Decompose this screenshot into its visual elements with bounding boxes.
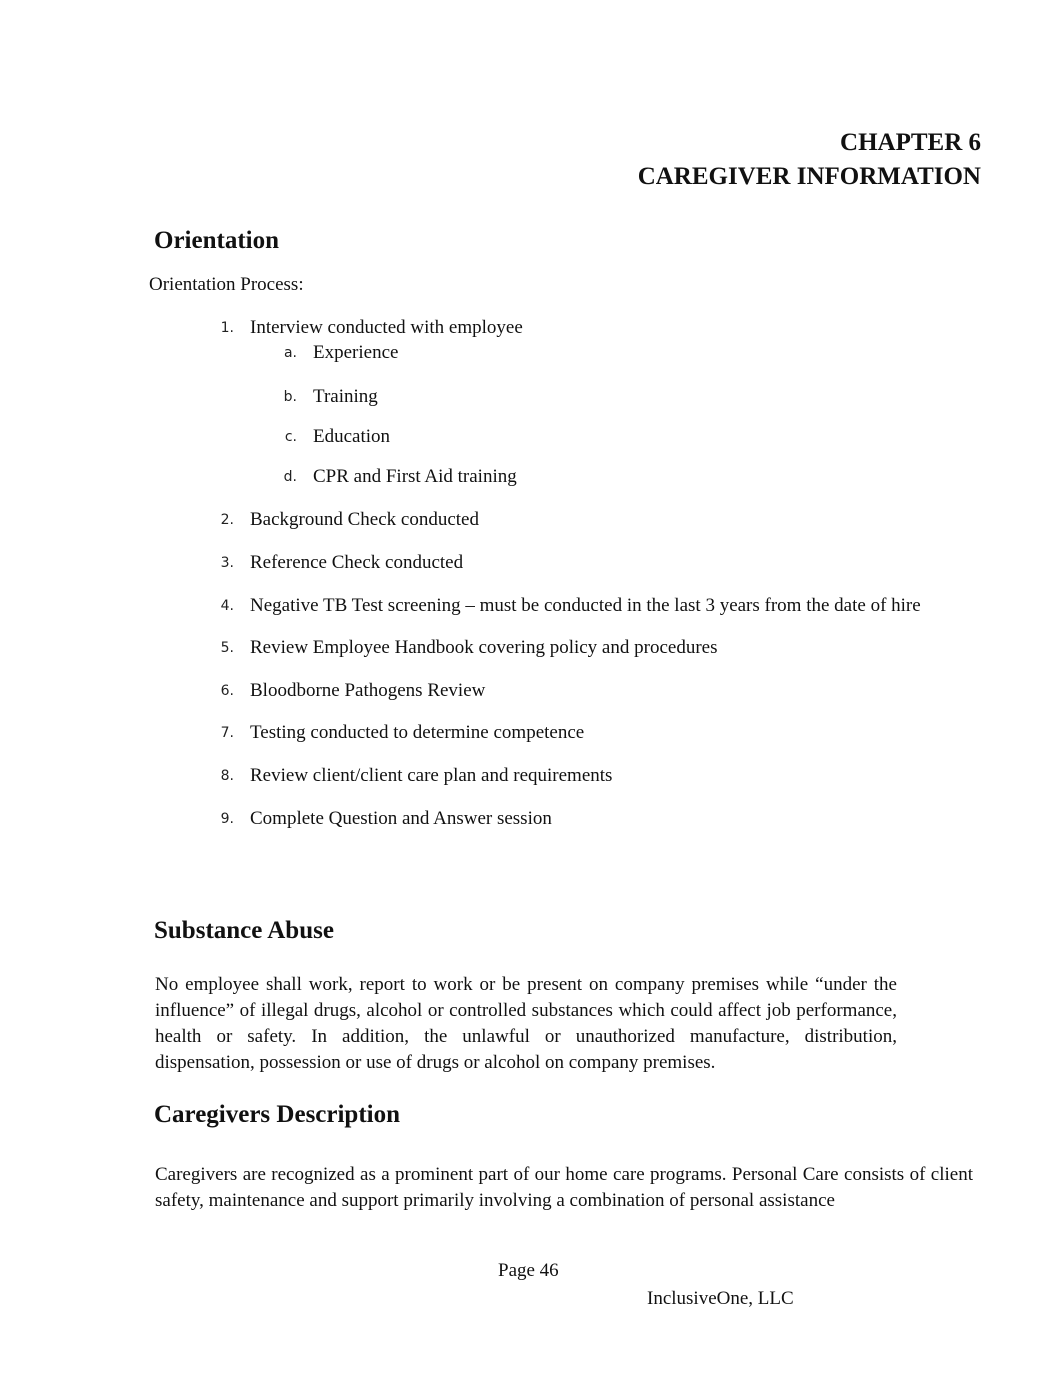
page-number: Page 46 — [498, 1260, 559, 1281]
list-item — [220, 764, 613, 788]
chapter-header — [638, 126, 981, 194]
list-item-text: Negative TB Test screening – must be conducted in the last 3 years from the date of hire — [250, 595, 921, 616]
list-item — [220, 807, 552, 831]
sub-list-item-letter: d. — [283, 469, 297, 485]
list-item-text: Review Employee Handbook covering policy and procedures — [250, 637, 718, 658]
list-item-text: Testing conducted to determine competence — [250, 722, 585, 743]
substance-abuse-body: No employee shall work, report to work or be present on company premises while “under the influence” of illegal drugs, alcohol or controlled substances which could affect job performance, health or safety. In addition, the unlawful or unauthorized manufacture, distribution, dispensation, possession or use of drugs or alcohol on company premises. — [155, 974, 897, 1073]
chapter-number: CHAPTER 6 — [840, 129, 981, 156]
list-item-number: 4. — [220, 598, 234, 614]
orientation-heading: Orientation — [154, 227, 279, 254]
list-item-number: 1. — [220, 320, 234, 336]
list-item — [220, 594, 921, 618]
substance-abuse-heading: Substance Abuse — [154, 917, 334, 944]
list-item-text: Review client/client care plan and requirements — [250, 765, 613, 786]
orientation-intro: Orientation Process: — [149, 274, 304, 295]
sub-list-item-text: CPR and First Aid training — [313, 466, 517, 487]
list-item-number: 7. — [220, 725, 234, 741]
list-item — [220, 508, 479, 532]
list-item — [220, 721, 585, 745]
sub-list-item-text: Education — [313, 426, 391, 447]
list-item-number: 9. — [220, 811, 234, 827]
list-item-text: Interview conducted with employee — [250, 317, 523, 338]
sub-list-item — [284, 425, 391, 449]
sub-list-item-text: Training — [313, 386, 378, 407]
list-item-text: Reference Check conducted — [250, 552, 464, 573]
sub-list-item-letter: b. — [283, 389, 297, 405]
list-item — [220, 679, 486, 703]
list-item — [220, 636, 718, 660]
list-item-number: 8. — [220, 768, 234, 784]
sub-list-item — [283, 465, 517, 489]
list-item-text: Bloodborne Pathogens Review — [250, 680, 486, 701]
list-item — [220, 551, 464, 575]
sub-list-item — [283, 341, 399, 365]
list-item-text: Background Check conducted — [250, 509, 479, 530]
list-item-number: 5. — [220, 640, 234, 656]
sub-list-item-letter: a. — [283, 345, 297, 361]
chapter-title: CAREGIVER INFORMATION — [637, 163, 981, 190]
list-item-text: Complete Question and Answer session — [250, 808, 552, 829]
list-item-number: 2. — [220, 512, 234, 528]
list-item-number: 3. — [220, 555, 234, 571]
caregivers-description-body: Caregivers are recognized as a prominent part of our home care programs. Personal Care consists of client safety, maintenance and support primarily involving a combination of personal assistance — [155, 1164, 973, 1211]
sub-list-item — [283, 385, 378, 409]
company-name: InclusiveOne, LLC — [647, 1288, 794, 1309]
sub-list-item-letter: c. — [284, 429, 297, 445]
list-item — [220, 316, 523, 340]
caregivers-description-heading: Caregivers Description — [154, 1101, 401, 1128]
sub-list-item-text: Experience — [313, 342, 399, 363]
list-item-number: 6. — [220, 683, 234, 699]
